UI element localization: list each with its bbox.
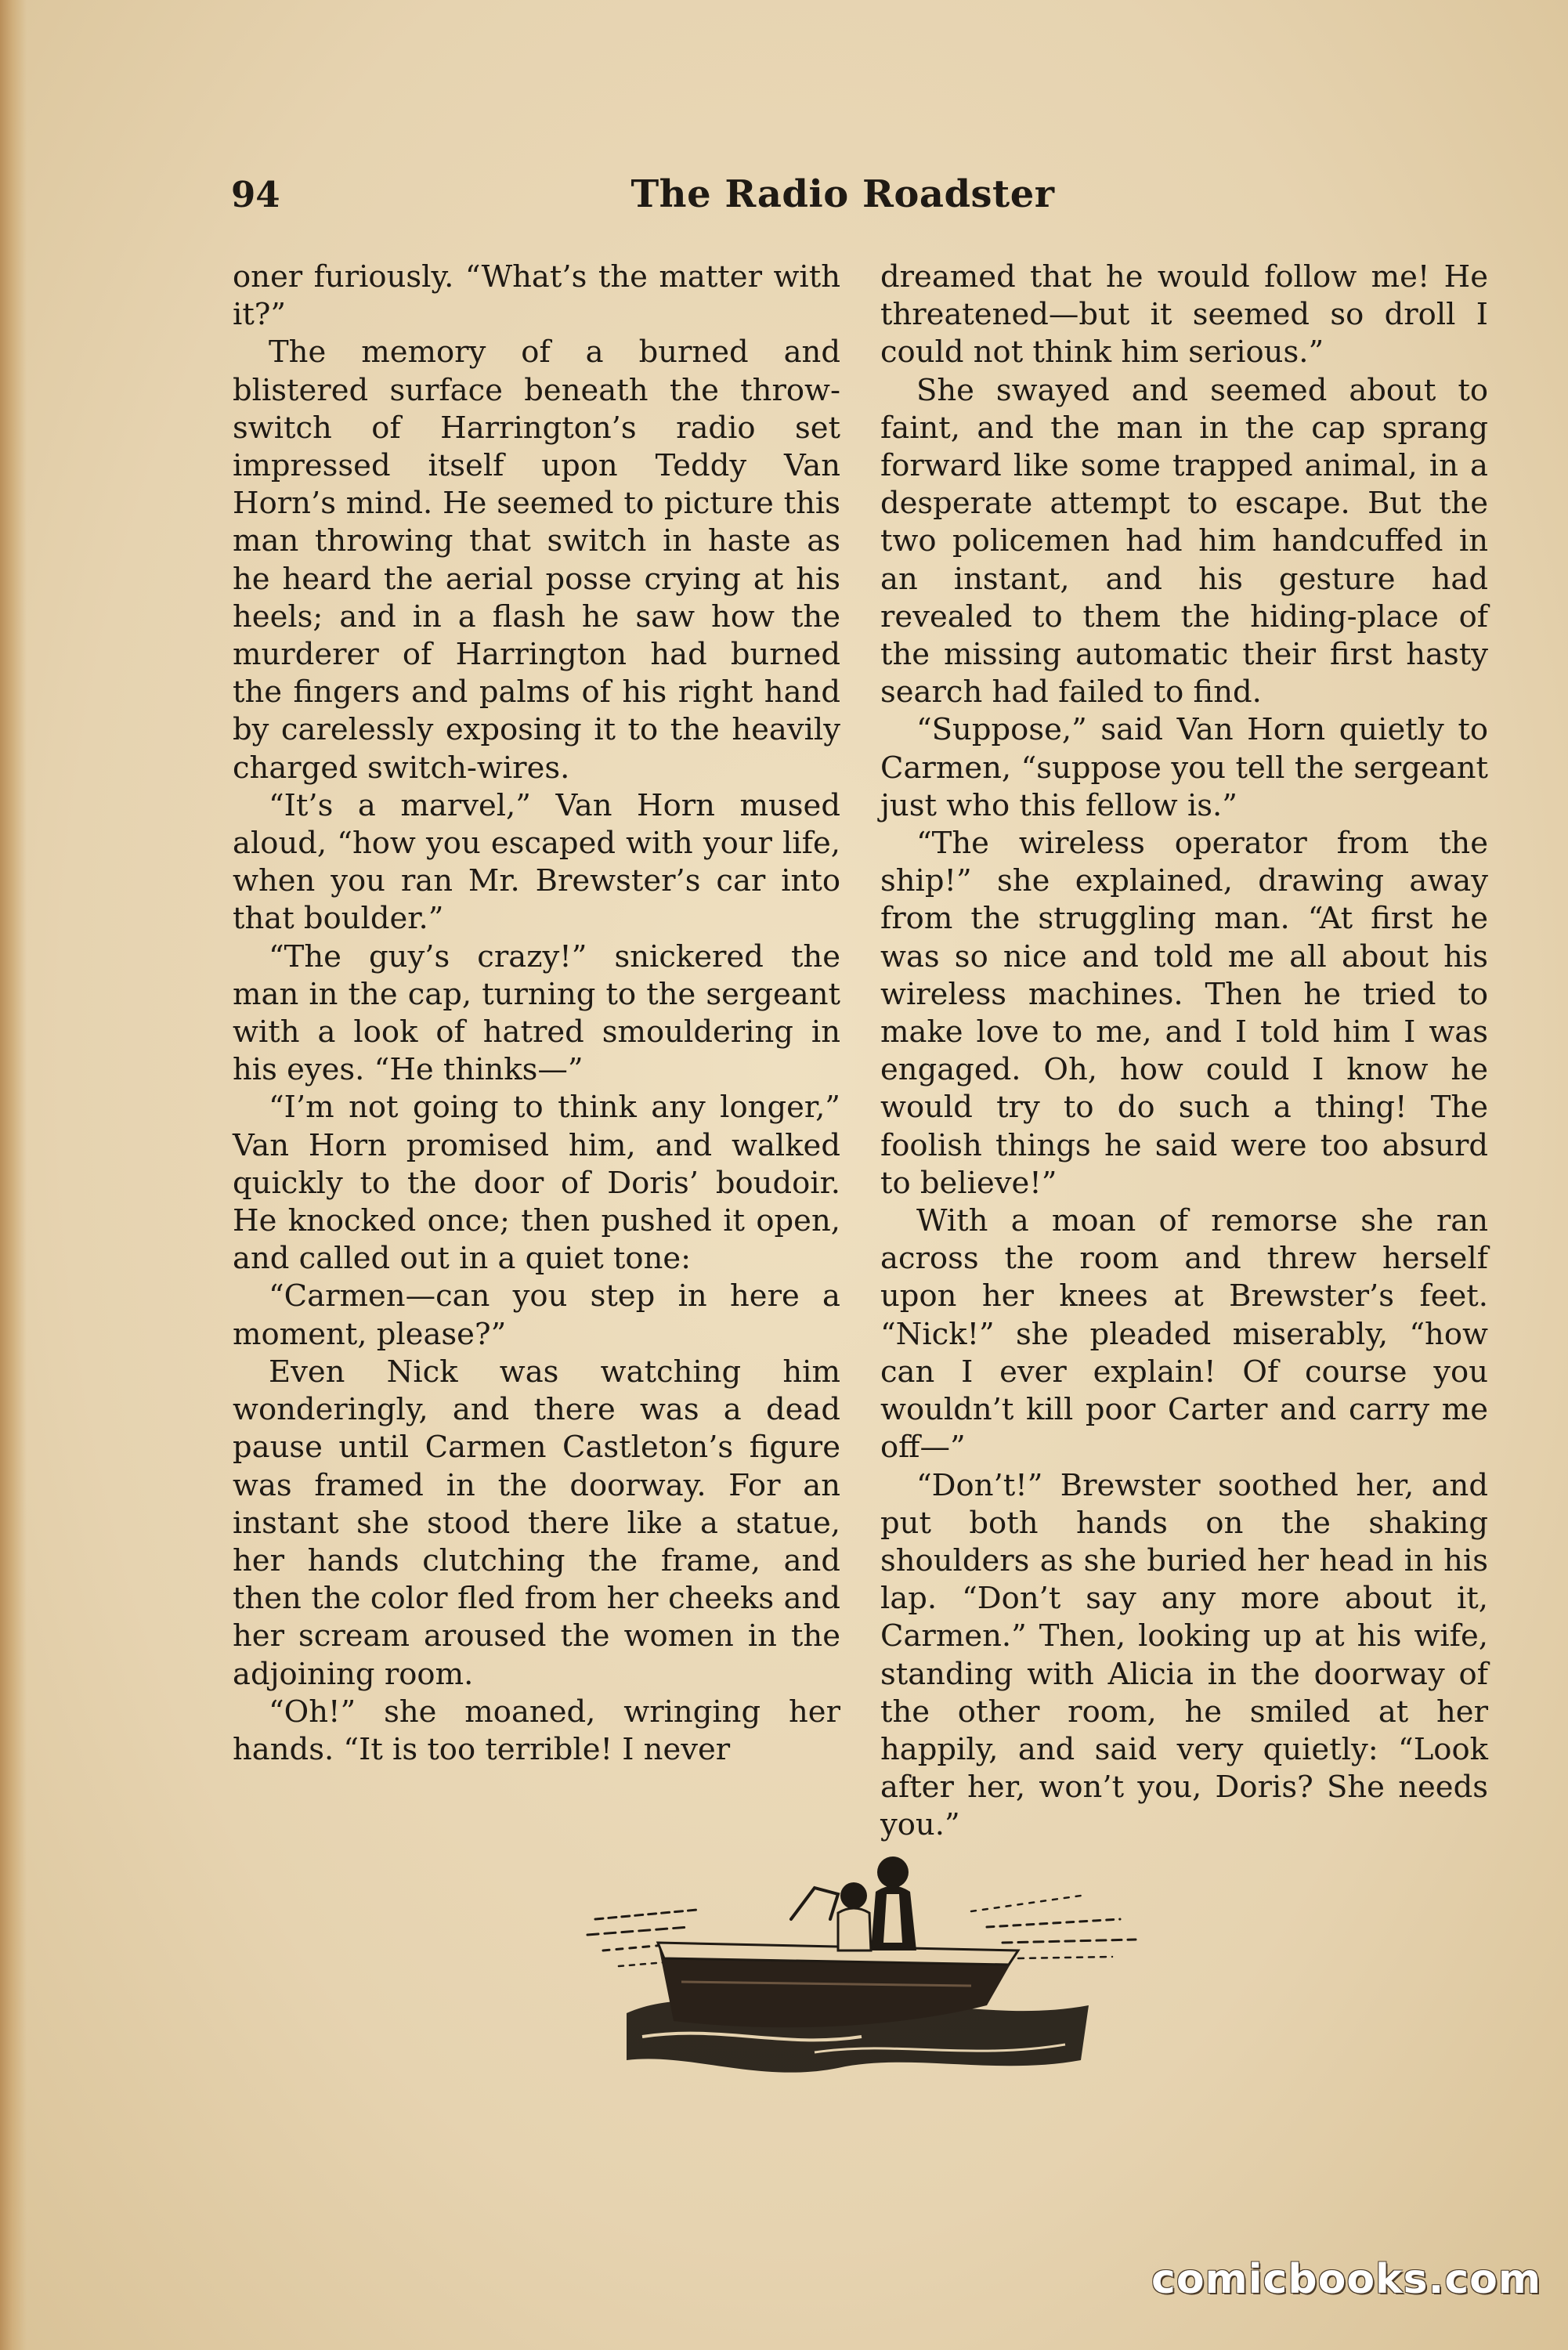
- right-column: [880, 258, 1488, 1845]
- paragraph: She swayed and seemed about to faint, and the man in the cap sprang forward like some trapped animal, in a desperate attempt to escape. But the two policemen had him handcuffed in an instant, and his gesture had revealed to them the hiding-place of the missing automatic their first hasty search had failed to find.: [880, 372, 1488, 710]
- paragraph: “I’m not going to think any longer,” Van Horn promised him, and walked quickly to the door of Doris’ boudoir. He knocked once; then pushed it open, and called out in a quiet tone:: [233, 1090, 840, 1277]
- speedboat-illustration: [580, 1825, 1143, 2084]
- paragraph: “Oh!” she moaned, wringing her hands. “It is too terrible! I never: [233, 1694, 840, 1767]
- left-column: [233, 258, 840, 1769]
- paragraph: “Don’t!” Brewster soothed her, and put both hands on the shaking shoulders as she buried her head in his lap. “Don’t say any more about it, Carmen.” Then, looking up at his wife, standing with Alicia in the doorway of the other room, he smiled at her happily, and said very quietly: “Look after her, won’t you, Doris? She needs you.”: [880, 1467, 1488, 1843]
- paragraph: oner furiously. “What’s the matter with it?”: [233, 259, 840, 333]
- page-edge: [0, 0, 27, 2350]
- paragraph: “The wireless operator from the ship!” she explained, drawing away from the struggling man. “At first he was so nice and told me all about his wireless machines. Then he tried to make love to me, and I told him I was engaged. Oh, how could I know he would try to do such a thing! The foolish things he said were too absurd to believe!”: [880, 826, 1488, 1201]
- paragraph: “It’s a marvel,” Van Horn mused aloud, “how you escaped with your life, when you ran Mr. Brewster’s car into that boulder.”: [233, 787, 840, 937]
- paragraph: The memory of a burned and blistered surface beneath the throw-switch of Harrington’s radio set impressed itself upon Teddy Van Horn’s mind. He seemed to picture this man throwing that switch in haste as he heard the aerial posse crying at his heels; and in a flash he saw how the murderer of Harrington had burned the fingers and palms of his right hand by carelessly exposing it to the heavily charged switch-wires.: [233, 334, 840, 786]
- watermark: comicbooks.com: [1151, 2256, 1542, 2303]
- page-number: 94: [231, 174, 280, 215]
- paragraph: “The guy’s crazy!” snickered the man in the cap, turning to the sergeant with a look of hatred smouldering in his eyes. “He thinks—”: [233, 938, 840, 1088]
- paragraph: dreamed that he would follow me! He threatened—but it seemed so droll I could not think him serious.”: [880, 259, 1488, 371]
- paragraph: “Suppose,” said Van Horn quietly to Carmen, “suppose you tell the sergeant just who this fellow is.”: [880, 712, 1488, 823]
- paragraph: “Carmen—can you step in here a moment, please?”: [233, 1278, 840, 1352]
- paragraph: Even Nick was watching him wonderingly, and there was a dead pause until Carmen Castleton’s figure was framed in the doorway. For an instant she stood there like a statue, her hands clutching the frame, and then the color fled from her cheeks and her scream aroused the women in the adjoining room.: [233, 1354, 840, 1692]
- running-head: The Radio Roadster: [630, 172, 1055, 216]
- paragraph: With a moan of remorse she ran across the room and threw herself upon her knees at Brewster’s feet. “Nick!” she pleaded miserably, “how can I ever explain! Of course you wouldn’t kill poor Carter and carry me off—”: [880, 1203, 1488, 1466]
